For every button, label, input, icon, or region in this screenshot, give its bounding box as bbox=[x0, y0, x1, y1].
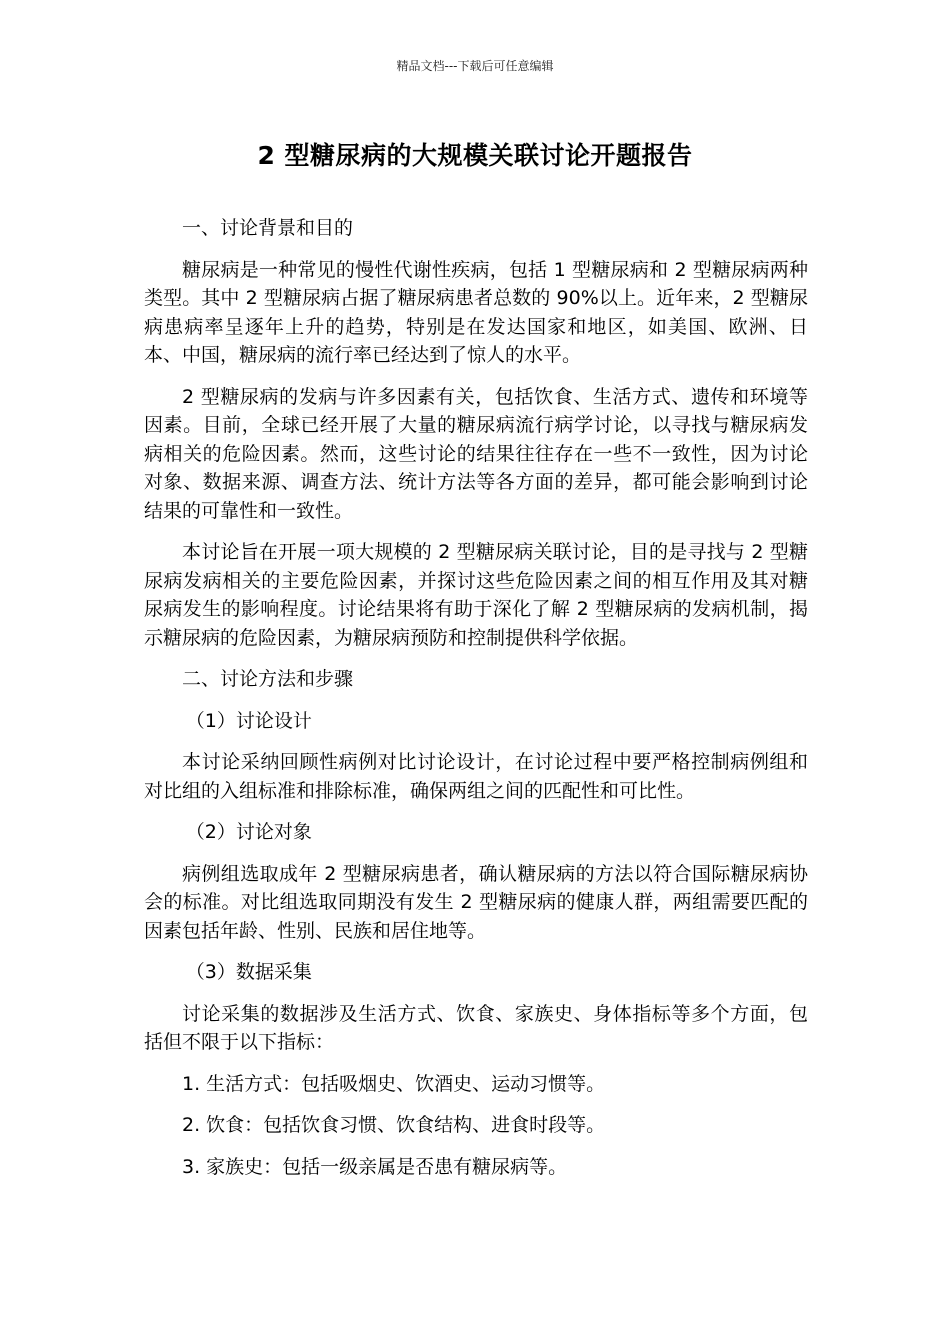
subheading-data-collection: （3）数据采集 bbox=[185, 961, 312, 983]
paragraph-background-2: 2 型糖尿病的发病与许多因素有关，包括饮食、生活方式、遗传和环境等因素。目前，全球已经开展了大量的糖尿病流行病学讨论，以寻找与糖尿病发病相关的危险因素。然而，这些讨论的结果往往存在一些不一致性，因为讨论对象、数据来源、调查方法、统计方法等各方面的差异，都可能会影响到讨论结果的可靠性和一致性。 bbox=[144, 385, 808, 522]
paragraph-data-collection: 讨论采集的数据涉及生活方式、饮食、家族史、身体指标等多个方面，包括但不限于以下指标： bbox=[144, 1002, 808, 1053]
section-heading-background: 一、讨论背景和目的 bbox=[182, 217, 354, 239]
document-body bbox=[144, 214, 808, 1194]
subheading-subjects: （2）讨论对象 bbox=[185, 821, 312, 843]
section-heading-methods: 二、讨论方法和步骤 bbox=[182, 668, 354, 690]
list-item: 2. 饮食：包括饮食习惯、饮食结构、进食时段等。 bbox=[182, 1114, 606, 1136]
subheading-design: （1）讨论设计 bbox=[185, 709, 312, 732]
paragraph-background-3: 本讨论旨在开展一项大规模的 2 型糖尿病关联讨论，目的是寻找与 2 型糖尿病发病相关的主要危险因素，并探讨这些危险因素之间的相互作用及其对糖尿病发生的影响程度。讨论结果将有助于深化了解 2 型糖尿病的发病机制，揭示糖尿病的危险因素，为糖尿病预防和控制提供科学依据。 bbox=[144, 541, 808, 649]
list-item: 1. 生活方式：包括吸烟史、饮酒史、运动习惯等。 bbox=[182, 1072, 606, 1095]
paragraph-design: 本讨论采纳回顾性病例对比讨论设计，在讨论过程中要严格控制病例组和对比组的入组标准和排除标准，确保两组之间的匹配性和可比性。 bbox=[144, 751, 808, 802]
page-header: 精品文档---下载后可任意编辑 bbox=[396, 59, 554, 73]
list-item: 3. 家族史：包括一级亲属是否患有糖尿病等。 bbox=[182, 1155, 568, 1178]
paragraph-background-1: 糖尿病是一种常见的慢性代谢性疾病，包括 1 型糖尿病和 2 型糖尿病两种类型。其中 2 型糖尿病占据了糖尿病患者总数的 90%以上。近年来，2 型糖尿病患病率呈逐年上升的趋势，特别是在发达国家和地区，如美国、欧洲、日本、中国，糖尿病的流行率已经达到了惊人的水平。 bbox=[144, 258, 808, 366]
paragraph-subjects: 病例组选取成年 2 型糖尿病患者，确认糖尿病的方法以符合国际糖尿病协会的标准。对比组选取同期没有发生 2 型糖尿病的健康人群，两组需要匹配的因素包括年龄、性别、民族和居住地等。 bbox=[144, 862, 808, 942]
document-title: 2 型糖尿病的大规模关联讨论开题报告 bbox=[257, 141, 693, 170]
